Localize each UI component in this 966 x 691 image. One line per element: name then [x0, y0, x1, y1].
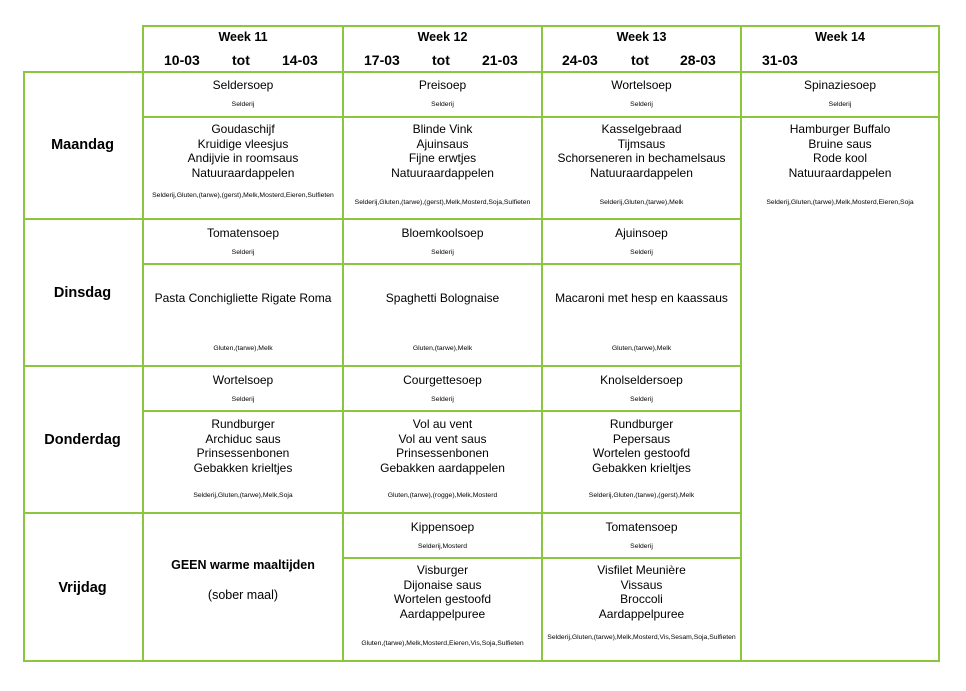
meal-cell [742, 118, 938, 218]
meal-allergens: Gluten,(tarwe),Melk [611, 345, 672, 352]
soup-cell [543, 367, 740, 410]
dish-line: Gebakken aardappelen [380, 460, 505, 475]
soup-cell [543, 220, 740, 263]
soup-cell [543, 73, 740, 116]
day-vrijdag: Vrijdag [58, 580, 107, 596]
dish-line: Natuuraardappelen [391, 165, 494, 180]
soup-name: Wortelsoep [212, 373, 274, 387]
soup-allergens: Selderij,Mosterd [417, 543, 468, 550]
meal-allergens: Gluten,(tarwe),(rogge),Melk,Mosterd [387, 492, 498, 499]
soup-cell [742, 73, 938, 116]
meal-cell [144, 118, 342, 218]
dish-line: Visfilet Meunière [597, 563, 686, 577]
no-meals-notice: GEEN warme maaltijden [171, 558, 315, 572]
dish-line: Bruine saus [808, 136, 872, 151]
soup-name: Wortelsoep [611, 78, 672, 92]
dish-line: Fijne erwtjes [408, 151, 477, 165]
soup-allergens: Selderij [431, 249, 454, 256]
dish-line: Ajuinsaus [416, 136, 469, 151]
week-13-label: Week 13 [616, 30, 667, 44]
soup-name: Tomatensoep [605, 520, 678, 534]
sober-meal-note: (sober maal) [207, 588, 279, 602]
dish-line: Blinde Vink [412, 122, 473, 136]
dish-line: Andijvie in roomsaus [187, 151, 299, 165]
soup-name: Knolseldersoep [600, 373, 683, 387]
week-13-start: 24-03 [562, 52, 598, 68]
week-11-label: Week 11 [218, 30, 268, 44]
soup-cell [344, 220, 541, 263]
meal-allergens: Gluten,(tarwe),Melk [213, 345, 273, 352]
dish-line: Natuuraardappelen [788, 165, 892, 180]
week-13-end: 28-03 [680, 52, 716, 68]
meal-cell [144, 412, 342, 512]
week-13-sep: tot [631, 52, 649, 68]
meal-cell [543, 118, 740, 218]
week-14-dates [742, 52, 938, 70]
dish-line: Vissaus [620, 577, 663, 592]
meal-allergens: Selderij,Gluten,(tarwe),Melk,Soja [193, 492, 293, 499]
dish-line: Prinsessenbonen [396, 446, 489, 460]
week-12-end: 21-03 [482, 52, 518, 68]
soup-cell [344, 73, 541, 116]
dish-line: Rundburger [211, 417, 275, 431]
soup-name: Kippensoep [410, 520, 475, 534]
week-14-start: 31-03 [762, 52, 798, 68]
dish-line: Prinsessenbonen [196, 446, 290, 460]
soup-name: Seldersoep [212, 78, 274, 92]
dish-line: Pasta Conchigliette Rigate Roma [154, 291, 332, 305]
week-12-dates [344, 52, 541, 70]
soup-allergens: Selderij [630, 396, 653, 403]
dish-line: Gebakken krieltjes [193, 460, 293, 475]
week-11-start: 10-03 [164, 52, 200, 68]
meal-cell [543, 412, 740, 512]
week-12-start: 17-03 [364, 52, 400, 68]
soup-allergens: Selderij [630, 543, 653, 550]
soup-allergens: Selderij [630, 101, 653, 108]
week-13-dates [543, 52, 740, 70]
dish-line: Hamburger Buffalo [789, 122, 891, 136]
dish-line: Vol au vent saus [398, 431, 487, 446]
week-11-sep: tot [232, 52, 250, 68]
dish-line: Goudaschijf [211, 122, 275, 136]
soup-cell [344, 514, 541, 557]
meal-cell [543, 559, 740, 660]
dish-line: Aardappelpuree [399, 606, 486, 621]
soup-cell [144, 73, 342, 116]
meal-allergens: Selderij,Gluten,(tarwe),(gerst),Melk [588, 492, 695, 499]
soup-name: Spinaziesoep [803, 78, 877, 92]
week-11-end: 14-03 [282, 52, 318, 68]
meal-allergens: Selderij,Gluten,(tarwe),Melk [599, 199, 684, 206]
meal-allergens: Selderij,Gluten,(tarwe),(gerst),Melk,Mosterd,Soja,Sulfieten [354, 199, 531, 206]
meal-cell [344, 412, 541, 512]
dish-line: Broccoli [620, 592, 663, 606]
dish-line: Gebakken krieltjes [592, 460, 691, 475]
meal-cell [344, 265, 541, 365]
soup-allergens: Selderij [431, 396, 454, 403]
dish-line: Vol au vent [412, 417, 473, 431]
soup-allergens: Selderij [231, 249, 255, 256]
soup-cell [144, 220, 342, 263]
soup-name: Preisoep [418, 78, 467, 92]
dish-line: Tijmsaus [617, 136, 666, 151]
dish-line: Wortelen gestoofd [393, 592, 492, 606]
meal-cell [144, 265, 342, 365]
meal-allergens: Selderij,Gluten,(tarwe),(gerst),Melk,Mosterd,Eieren,Sulfieten [152, 192, 334, 199]
soup-name: Ajuinsoep [615, 226, 668, 240]
meal-allergens: Selderij,Gluten,(tarwe),Melk,Mosterd,Vis,Sesam,Soja,Sulfieten [547, 634, 736, 641]
soup-allergens: Selderij [431, 101, 454, 108]
meal-cell [344, 118, 541, 218]
dish-line: Pepersaus [612, 431, 671, 446]
soup-cell [543, 514, 740, 557]
dish-line: Macaroni met hesp en kaassaus [555, 291, 728, 305]
dish-line: Aardappelpuree [598, 606, 685, 621]
day-maandag: Maandag [51, 137, 114, 153]
soup-allergens: Selderij [828, 101, 852, 108]
dish-line: Visburger [416, 563, 469, 577]
dish-line: Kasselgebraad [601, 122, 682, 136]
dish-line: Wortelen gestoofd [592, 446, 691, 460]
no-meals-cell [144, 514, 342, 660]
meal-allergens: Gluten,(tarwe),Melk [412, 345, 473, 352]
soup-allergens: Selderij [630, 249, 653, 256]
dish-line: Natuuraardappelen [191, 165, 295, 180]
soup-allergens: Selderij [231, 396, 255, 403]
week-12-label: Week 12 [417, 30, 468, 44]
day-dinsdag: Dinsdag [53, 285, 112, 301]
dish-line: Dijonaise saus [403, 577, 482, 592]
week-12-sep: tot [432, 52, 450, 68]
dish-line: Rode kool [812, 151, 868, 165]
day-donderdag: Donderdag [44, 432, 121, 448]
dish-line: Spaghetti Bolognaise [385, 291, 500, 305]
meal-cell [543, 265, 740, 365]
soup-name: Tomatensoep [206, 226, 280, 240]
week-14-label: Week 14 [815, 30, 865, 44]
meal-cell [344, 559, 541, 660]
meal-allergens: Selderij,Gluten,(tarwe),Melk,Mosterd,Eieren,Soja [766, 199, 914, 206]
soup-name: Courgettesoep [403, 373, 482, 387]
dish-line: Natuuraardappelen [590, 165, 693, 180]
dish-line: Kruidige vleesjus [197, 136, 289, 151]
soup-allergens: Selderij [231, 101, 255, 108]
dish-line: Rundburger [609, 417, 674, 431]
meal-allergens: Gluten,(tarwe),Melk,Mosterd,Eieren,Vis,Soja,Sulfieten [361, 640, 524, 647]
week-11-dates [144, 52, 342, 70]
soup-cell [344, 367, 541, 410]
soup-name: Bloemkoolsoep [401, 226, 484, 240]
dish-line: Schorseneren in bechamelsaus [557, 151, 726, 165]
soup-cell [144, 367, 342, 410]
dish-line: Archiduc saus [205, 431, 281, 446]
